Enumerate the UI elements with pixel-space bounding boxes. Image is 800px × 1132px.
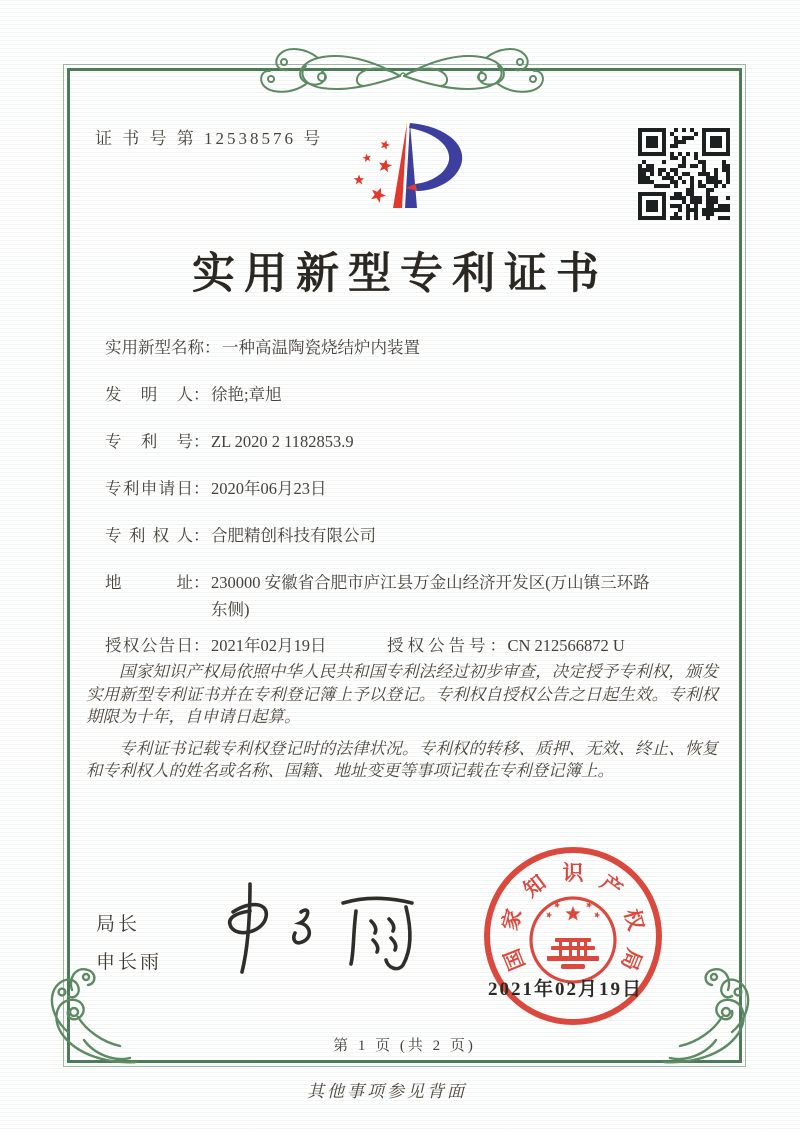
director-title: 局长: [96, 914, 141, 935]
field-row-grant: [105, 632, 663, 659]
field-label: 专利号: [105, 432, 193, 451]
fields-block: [105, 334, 663, 679]
svg-text:产: 产: [595, 870, 627, 902]
field-row-patent-number: [105, 428, 663, 455]
legal-paragraph-1: 国家知识产权局依照中华人民共和国专利法经过初步审查，决定授予专利权，颁发实用新型专利证书并在专利登记簿上予以登记。专利权自授权公告之日起生效。专利权期限为十年，自申请日起算。: [86, 662, 718, 726]
svg-text:知: 知: [519, 870, 551, 902]
field-label: 授权公告号: [387, 636, 490, 655]
logo-stars: [354, 140, 392, 203]
field-colon: ：: [193, 636, 210, 655]
certificate-number: 证 书 号 第 12538576 号: [95, 129, 324, 148]
director-name: 申长雨: [96, 952, 163, 973]
cnipa-logo-icon: [338, 116, 488, 222]
field-colon: ：: [193, 526, 210, 545]
seal-date: 2021年02月19日: [488, 979, 644, 1000]
field-label: 专利权人: [105, 526, 193, 545]
legal-paragraph-2: 专利证书记载专利权登记时的法律状况。专利权的转移、质押、无效、终止、恢复和专利权人的姓名或名称、国籍、地址变更等事项记载在专利登记簿上。: [86, 738, 718, 780]
field-value: 一种高温陶瓷烧结炉内装置: [222, 338, 420, 357]
director-block: [96, 906, 162, 982]
certificate-title: 实用新型专利证书: [192, 251, 608, 298]
field-value: 2020年06月23日: [211, 479, 327, 498]
field-value: 230000 安徽省合肥市庐江县万金山经济开发区(万山镇三环路东侧): [211, 573, 650, 619]
director-signature: [205, 872, 430, 987]
field-value: 合肥精创科技有限公司: [211, 526, 376, 545]
svg-text:局: 局: [616, 945, 647, 974]
logo-blue-stem: [405, 123, 417, 208]
field-label: 地址: [105, 573, 193, 592]
svg-text:权: 权: [619, 906, 649, 933]
back-note: 其他事项参见背面: [307, 1082, 467, 1101]
field-label: 专利申请日: [105, 479, 193, 498]
field-row-address: [105, 569, 663, 623]
field-row-inventor: [105, 381, 663, 408]
svg-text:识: 识: [562, 861, 584, 885]
field-colon: ：: [193, 432, 210, 451]
field-value: 徐艳;章旭: [211, 385, 282, 404]
logo-blue-bowl: [409, 123, 462, 191]
field-row-filing-date: [105, 475, 663, 502]
field-label: 实用新型名称: [105, 338, 204, 357]
field-colon: ：: [193, 479, 210, 498]
legal-text-block: [86, 661, 718, 783]
field-label: 授权公告日: [105, 636, 193, 655]
field-value: CN 212566872 U: [507, 636, 625, 655]
field-row-patentee: [105, 522, 663, 549]
logo-red-wedge: [393, 123, 407, 208]
official-seal: [479, 842, 667, 1030]
field-colon: ：: [489, 636, 506, 655]
field-value: ZL 2020 2 1182853.9: [211, 432, 354, 451]
qr-code: [638, 128, 730, 220]
svg-text:家: 家: [497, 906, 527, 933]
field-colon: ：: [193, 573, 210, 592]
national-emblem-icon: [531, 898, 615, 982]
field-colon: ：: [193, 385, 210, 404]
svg-text:国: 国: [499, 945, 530, 974]
field-colon: ：: [204, 338, 221, 357]
field-label: 发明人: [105, 385, 193, 404]
page-number: 第 1 页 (共 2 页): [333, 1038, 476, 1054]
field-value: 2021年02月19日: [211, 636, 327, 655]
field-row-patent-name: [105, 334, 663, 361]
